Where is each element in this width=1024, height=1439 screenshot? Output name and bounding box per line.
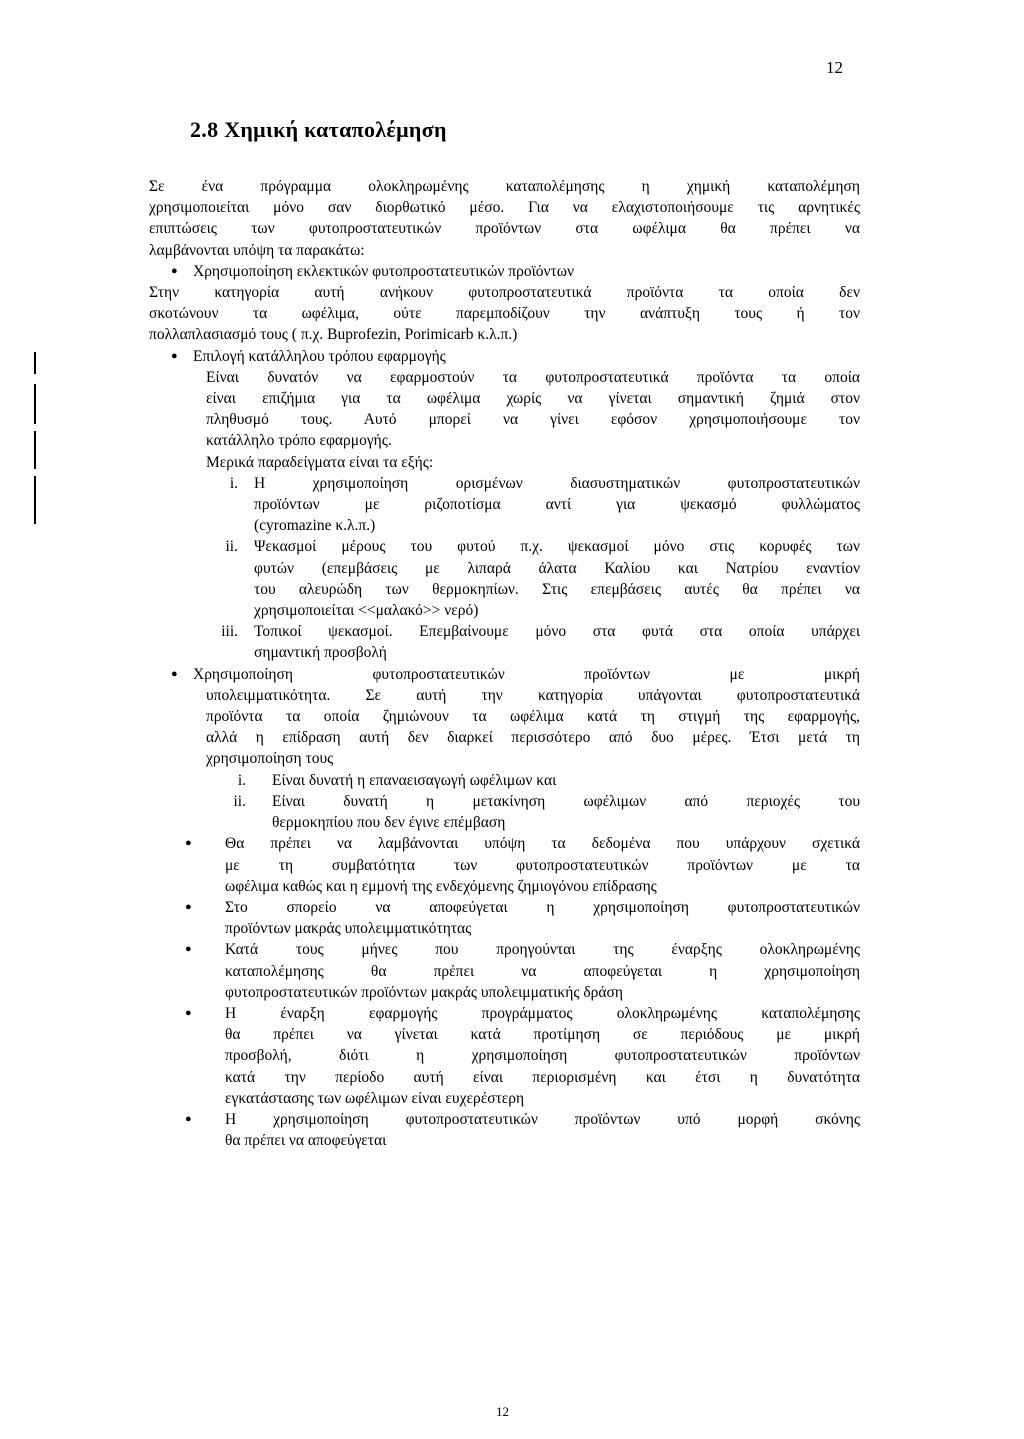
page-number: 12 — [826, 58, 843, 77]
text-line: φυτοπροστατευτικών προϊόντων μακράς υπολειμματικής δράση — [225, 983, 623, 1001]
text-line: κατάλληλο τρόπο εφαρμογής. — [206, 432, 392, 450]
section-heading: 2.8 Χημική καταπολέμηση — [190, 117, 447, 142]
item-number: ii. — [233, 792, 246, 810]
bullet-icon: ● — [171, 349, 178, 362]
text-line: προσβολή, διότι η χρησιμοποίηση φυτοπροστατευτικών προϊόντων — [225, 1047, 860, 1065]
bullet-item — [171, 664, 860, 834]
text-line: χρησιμοποιείται μόνο σαν διορθωτικό μέσο. Για να ελαχιστοποιήσουμε τις αρνητικές — [149, 199, 860, 217]
text-line: Είναι δυνατή η μετακίνηση ωφέλιμων από περιοχές του — [272, 792, 860, 810]
text-line: Η έναρξη εφαρμογής προγράμματος ολοκληρωμένης καταπολέμησης — [225, 1004, 860, 1022]
numbered-item — [206, 770, 860, 791]
text-line: φυτών (επεμβάσεις με λιπαρά άλατα Καλίου και Νατρίου εναντίον — [254, 559, 860, 577]
text-line: καταπολέμησης θα πρέπει να αποφεύγεται η χρησιμοποίηση — [225, 962, 860, 980]
bullet-icon: ● — [171, 264, 178, 277]
numbered-item — [206, 473, 860, 537]
item-number: i. — [237, 771, 246, 789]
margin-mark — [34, 476, 36, 524]
bullet-item — [185, 897, 860, 939]
text-line: Μερικά παραδείγματα είναι τα εξής: — [206, 453, 434, 471]
text-line: επιπτώσεις των φυτοπροστατευτικών προϊόντων στα ωφέλιμα θα πρέπει να — [149, 220, 860, 238]
text-line: Ψεκασμοί μέρους του φυτού π.χ. ψεκασμοί μόνο στις κορυφές των — [254, 538, 860, 556]
bullet-item — [171, 346, 860, 664]
numbered-item — [206, 791, 860, 833]
text-line: θερμοκηπίου που δεν έγινε επέμβαση — [272, 814, 506, 832]
text-line: προϊόντων μακράς υπολειμματικότητας — [225, 920, 472, 938]
bullet-title: Επιλογή κατάλληλου τρόπου εφαρμογής — [193, 347, 446, 365]
bullet-icon: ● — [171, 667, 178, 680]
text-line: θα πρέπει να γίνεται κατά προτίμηση σε περιόδους με μικρή — [225, 1026, 860, 1044]
text-line: προϊόντων με ριζοποτίσμα αντί για ψεκασμό φυλλώματος — [254, 496, 860, 514]
bullet-title: Χρησιμοποίηση εκλεκτικών φυτοπροστατευτικών προϊόντων — [193, 262, 574, 280]
text-line: Κατά τους μήνες που προηγούνται της έναρξης ολοκληρωμένης — [225, 941, 860, 959]
text-line: θα πρέπει να αποφεύγεται — [225, 1132, 387, 1150]
bullet-item — [185, 939, 860, 1003]
bullet-icon: ● — [185, 943, 192, 956]
text-line: σκοτώνουν τα ωφέλιμα, ούτε παρεμποδίζουν την ανάπτυξη τους ή τον — [149, 305, 860, 323]
item-number: i. — [229, 474, 238, 492]
bullet-icon: ● — [185, 1006, 192, 1019]
numbered-item — [206, 621, 860, 663]
text-line: Τοπικοί ψεκασμοί. Επεμβαίνουμε μόνο στα φυτά στα οποία υπάρχει — [254, 623, 860, 641]
text-line: Η χρησιμοποίηση ορισμένων διασυστηματικών φυτοπροστατευτικών — [254, 474, 860, 492]
bullet-icon: ● — [185, 837, 192, 850]
text-line: κατά την περίοδο αυτή είναι περιορισμένη και έτσι η δυνατότητα — [225, 1068, 860, 1086]
bullet-icon: ● — [185, 900, 192, 913]
text-line: χρησιμοποίηση τους — [206, 750, 334, 768]
text-line: Στην κατηγορία αυτή ανήκουν φυτοπροστατευτικά προϊόντα τα οποία δεν — [149, 284, 860, 302]
text-line: χρησιμοποιείται <<μαλακό>> νερό) — [254, 602, 479, 620]
text-line: είναι επιζήμια για τα ωφέλιμα χωρίς να γίνεται σημαντική ζημιά στον — [206, 390, 860, 408]
bullet-item — [185, 1109, 860, 1151]
footer-page-number: 12 — [496, 1404, 509, 1419]
text-line: εγκατάστασης των ωφέλιμων είναι ευχερέστερη — [225, 1089, 525, 1107]
text-line: αλλά η επίδραση αυτή δεν διαρκεί περισσότερο από δυο μέρες. Έτσι μετά τη — [206, 729, 860, 747]
intro-paragraph — [149, 176, 860, 261]
text-line: Είναι δυνατόν να εφαρμοστούν τα φυτοπροστατευτικά προϊόντα τα οποία — [206, 368, 860, 386]
document-body — [149, 176, 860, 1151]
numbered-item — [206, 536, 860, 621]
bullet-item — [185, 833, 860, 897]
margin-mark — [34, 352, 36, 374]
bullet-title: Χρησιμοποίηση φυτοπροστατευτικών προϊόντων με μικρή — [193, 665, 860, 683]
text-line: πολλαπλασιασμό τους ( π.χ. Buprofezin, Porimicarb κ.λ.π.) — [149, 326, 518, 344]
text-line: σημαντική προσβολή — [254, 644, 387, 662]
text-line: Η χρησιμοποίηση φυτοπροστατευτικών προϊόντων υπό μορφή σκόνης — [225, 1110, 860, 1128]
item-number: ii. — [225, 538, 238, 556]
margin-mark — [34, 384, 36, 424]
text-line: πληθυσμό τους. Αυτό μπορεί να γίνει εφόσον χρησιμοποιήσουμε τον — [206, 411, 860, 429]
text-line: Στο σπορείο να αποφεύγεται η χρησιμοποίηση φυτοπροστατευτικών — [225, 898, 860, 916]
text-line: Είναι δυνατή η επαναεισαγωγή ωφέλιμων και — [272, 771, 557, 789]
text-line: λαμβάνονται υπόψη τα παρακάτω: — [149, 241, 365, 259]
bullet-icon: ● — [185, 1112, 192, 1125]
bullet-item — [185, 1003, 860, 1109]
text-line: του αλευρώδη των θερμοκηπίων. Στις επεμβάσεις αυτές θα πρέπει να — [254, 580, 860, 598]
margin-mark — [34, 431, 36, 469]
text-line: προϊόντα τα οποία ζημιώνουν τα ωφέλιμα κατά τη στιγμή της εφαρμογής, — [206, 708, 860, 726]
text-line: υπολειμματικότητα. Σε αυτή την κατηγορία υπάγονται φυτοπροστατευτικά — [206, 686, 860, 704]
text-line: με τη συμβατότητα των φυτοπροστατευτικών προϊόντων με τα — [225, 856, 860, 874]
bullet-item — [149, 261, 860, 346]
text-line: Σε ένα πρόγραμμα ολοκληρωμένης καταπολέμησης η χημική καταπολέμηση — [149, 178, 860, 195]
item-number: iii. — [221, 623, 238, 641]
text-line: (cyromazine κ.λ.π.) — [254, 517, 376, 535]
text-line: Θα πρέπει να λαμβάνονται υπόψη τα δεδομένα που υπάρχουν σχετικά — [225, 835, 860, 853]
text-line: ωφέλιμα καθώς και η εμμονή της ενδεχόμενης ζημιογόνου επίδρασης — [225, 877, 657, 895]
